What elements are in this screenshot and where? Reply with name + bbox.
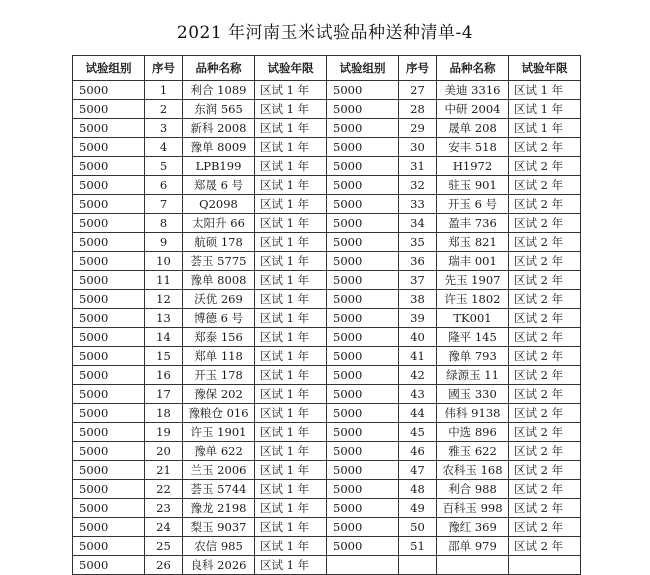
- table-row: [73, 461, 581, 480]
- cell-seq: 4: [145, 138, 183, 157]
- cell-group: 5000: [73, 271, 145, 290]
- table-row: [73, 176, 581, 195]
- table-row: [73, 347, 581, 366]
- cell-seq: 3: [145, 119, 183, 138]
- cell-variety: 开玉 6 号: [437, 195, 509, 214]
- cell-group: 5000: [327, 252, 399, 271]
- header-seq: 序号: [399, 56, 437, 81]
- cell-group: 5000: [73, 442, 145, 461]
- cell-variety: 中研 2004: [437, 100, 509, 119]
- cell-stage: 区试 1 年: [255, 518, 327, 537]
- cell-seq: 26: [145, 556, 183, 575]
- cell-seq: 43: [399, 385, 437, 404]
- cell-seq: 8: [145, 214, 183, 233]
- cell-stage: 区试 2 年: [509, 290, 581, 309]
- cell-stage: 区试 1 年: [255, 100, 327, 119]
- cell-variety: 沃优 269: [183, 290, 255, 309]
- cell-group: 5000: [327, 290, 399, 309]
- cell-stage: 区试 2 年: [509, 328, 581, 347]
- cell-stage: 区试 1 年: [255, 233, 327, 252]
- cell-variety: 豫龙 2198: [183, 499, 255, 518]
- cell-seq: 39: [399, 309, 437, 328]
- cell-stage: 区试 2 年: [509, 233, 581, 252]
- cell-seq: 47: [399, 461, 437, 480]
- cell-variety: 伟科 9138: [437, 404, 509, 423]
- cell-stage: 区试 1 年: [255, 214, 327, 233]
- cell-variety: TK001: [437, 309, 509, 328]
- cell-seq: 22: [145, 480, 183, 499]
- cell-variety: 许玉 1901: [183, 423, 255, 442]
- cell-variety: 利合 988: [437, 480, 509, 499]
- cell-seq: 13: [145, 309, 183, 328]
- cell-variety: 豫单 8009: [183, 138, 255, 157]
- cell-stage: 区试 1 年: [255, 138, 327, 157]
- table-row: [73, 537, 581, 556]
- table-row: [73, 138, 581, 157]
- cell-variety: 美迪 3316: [437, 81, 509, 100]
- cell-variety: 许玉 1802: [437, 290, 509, 309]
- cell-seq: 36: [399, 252, 437, 271]
- cell-stage: 区试 2 年: [509, 499, 581, 518]
- cell-variety: 豫粮仓 016: [183, 404, 255, 423]
- cell-stage: 区试 1 年: [255, 290, 327, 309]
- cell-group: 5000: [327, 461, 399, 480]
- cell-stage: 区试 1 年: [255, 499, 327, 518]
- cell-seq: 34: [399, 214, 437, 233]
- cell-seq: 42: [399, 366, 437, 385]
- cell-group: 5000: [73, 252, 145, 271]
- cell-group: 5000: [73, 309, 145, 328]
- cell-variety: 瑞丰 001: [437, 252, 509, 271]
- table-row: [73, 423, 581, 442]
- cell-seq: 35: [399, 233, 437, 252]
- cell-stage: 区试 1 年: [255, 252, 327, 271]
- table-row: [73, 195, 581, 214]
- cell-stage: 区试 2 年: [509, 252, 581, 271]
- cell-group: 5000: [327, 157, 399, 176]
- cell-seq: 24: [145, 518, 183, 537]
- cell-group: 5000: [73, 100, 145, 119]
- cell-group: 5000: [327, 309, 399, 328]
- cell-stage: 区试 2 年: [509, 157, 581, 176]
- cell-stage: 区试 2 年: [509, 347, 581, 366]
- cell-group: 5000: [327, 480, 399, 499]
- cell-seq: 18: [145, 404, 183, 423]
- cell-group: 5000: [73, 233, 145, 252]
- cell-seq: 12: [145, 290, 183, 309]
- document-title: 2021 年河南玉米试验品种送种清单-4: [176, 23, 474, 43]
- table-row: [73, 252, 581, 271]
- cell-group: 5000: [327, 119, 399, 138]
- cell-seq: 11: [145, 271, 183, 290]
- cell-stage: 区试 1 年: [255, 195, 327, 214]
- cell-stage: 区试 2 年: [509, 480, 581, 499]
- table-row: [73, 385, 581, 404]
- cell-stage: 区试 1 年: [509, 119, 581, 138]
- cell-seq: 29: [399, 119, 437, 138]
- cell-variety: 农信 985: [183, 537, 255, 556]
- cell-group: 5000: [327, 518, 399, 537]
- cell-group: 5000: [327, 214, 399, 233]
- cell-seq: 46: [399, 442, 437, 461]
- table-row: [73, 233, 581, 252]
- cell-seq: 31: [399, 157, 437, 176]
- cell-seq: 27: [399, 81, 437, 100]
- cell-group: 5000: [327, 176, 399, 195]
- cell-seq: 45: [399, 423, 437, 442]
- table-row: [73, 309, 581, 328]
- cell-group: 5000: [73, 290, 145, 309]
- table-row: [73, 100, 581, 119]
- cell-group: 5000: [73, 347, 145, 366]
- cell-seq: 2: [145, 100, 183, 119]
- cell-seq: 32: [399, 176, 437, 195]
- cell-stage: 区试 1 年: [255, 480, 327, 499]
- cell-group: 5000: [327, 385, 399, 404]
- cell-variety: 绿源玉 11: [437, 366, 509, 385]
- cell-group: 5000: [327, 100, 399, 119]
- cell-variety: 豫红 369: [437, 518, 509, 537]
- cell-group: 5000: [73, 480, 145, 499]
- cell-seq: 40: [399, 328, 437, 347]
- cell-variety: 盈丰 736: [437, 214, 509, 233]
- cell-group: 5000: [73, 328, 145, 347]
- cell-stage: 区试 2 年: [509, 366, 581, 385]
- cell-group: 5000: [327, 404, 399, 423]
- table-row: [73, 214, 581, 233]
- cell-variety: 雅玉 622: [437, 442, 509, 461]
- cell-variety: 安丰 518: [437, 138, 509, 157]
- cell-variety: 郑晟 6 号: [183, 176, 255, 195]
- cell-stage: 区试 2 年: [509, 271, 581, 290]
- cell-seq: 9: [145, 233, 183, 252]
- cell-variety: 豫单 793: [437, 347, 509, 366]
- cell-group: 5000: [73, 518, 145, 537]
- cell-stage: 区试 2 年: [509, 195, 581, 214]
- cell-seq: 33: [399, 195, 437, 214]
- cell-seq: 20: [145, 442, 183, 461]
- cell-variety: Q2098: [183, 195, 255, 214]
- cell-stage: [509, 556, 581, 575]
- cell-stage: 区试 2 年: [509, 404, 581, 423]
- cell-group: 5000: [327, 537, 399, 556]
- cell-variety: LPB199: [183, 157, 255, 176]
- cell-stage: 区试 1 年: [255, 157, 327, 176]
- header-variety: 品种名称: [183, 56, 255, 81]
- cell-variety: 博德 6 号: [183, 309, 255, 328]
- cell-seq: 14: [145, 328, 183, 347]
- cell-variety: 中选 896: [437, 423, 509, 442]
- table-row: [73, 480, 581, 499]
- cell-stage: 区试 1 年: [255, 309, 327, 328]
- cell-stage: 区试 2 年: [509, 442, 581, 461]
- cell-variety: 邵单 979: [437, 537, 509, 556]
- cell-group: 5000: [73, 138, 145, 157]
- cell-stage: 区试 2 年: [509, 518, 581, 537]
- cell-stage: 区试 2 年: [509, 214, 581, 233]
- cell-stage: 区试 1 年: [255, 328, 327, 347]
- cell-seq: 5: [145, 157, 183, 176]
- cell-group: 5000: [327, 366, 399, 385]
- cell-seq: 1: [145, 81, 183, 100]
- cell-stage: 区试 2 年: [509, 423, 581, 442]
- table-header-row: [73, 56, 581, 81]
- cell-group: 5000: [73, 366, 145, 385]
- cell-stage: 区试 2 年: [509, 309, 581, 328]
- cell-stage: 区试 1 年: [255, 271, 327, 290]
- cell-stage: 区试 1 年: [255, 423, 327, 442]
- cell-stage: 区试 2 年: [509, 176, 581, 195]
- cell-variety: 郑单 118: [183, 347, 255, 366]
- cell-seq: 19: [145, 423, 183, 442]
- cell-variety: 豫单 622: [183, 442, 255, 461]
- cell-seq: 41: [399, 347, 437, 366]
- cell-seq: 7: [145, 195, 183, 214]
- cell-seq: 21: [145, 461, 183, 480]
- cell-stage: 区试 1 年: [255, 176, 327, 195]
- cell-group: 5000: [327, 233, 399, 252]
- header-seq: 序号: [145, 56, 183, 81]
- cell-seq: 49: [399, 499, 437, 518]
- cell-stage: 区试 1 年: [255, 119, 327, 138]
- cell-variety: H1972: [437, 157, 509, 176]
- cell-stage: 区试 1 年: [255, 556, 327, 575]
- cell-variety: 驻玉 901: [437, 176, 509, 195]
- cell-variety: 豫单 8008: [183, 271, 255, 290]
- cell-group: 5000: [73, 195, 145, 214]
- cell-variety: 兰玉 2006: [183, 461, 255, 480]
- cell-variety: 太阳升 66: [183, 214, 255, 233]
- table-row: [73, 442, 581, 461]
- cell-stage: 区试 1 年: [509, 81, 581, 100]
- cell-stage: 区试 1 年: [509, 100, 581, 119]
- cell-group: 5000: [327, 195, 399, 214]
- cell-variety: 荟玉 5744: [183, 480, 255, 499]
- cell-seq: 44: [399, 404, 437, 423]
- cell-variety: 农科玉 168: [437, 461, 509, 480]
- cell-seq: 23: [145, 499, 183, 518]
- cell-variety: 郑泰 156: [183, 328, 255, 347]
- cell-variety: 荟玉 5775: [183, 252, 255, 271]
- cell-group: 5000: [327, 347, 399, 366]
- cell-seq: 17: [145, 385, 183, 404]
- cell-group: 5000: [73, 157, 145, 176]
- cell-group: 5000: [73, 499, 145, 518]
- cell-seq: 38: [399, 290, 437, 309]
- cell-group: 5000: [73, 423, 145, 442]
- seed-list-table: [72, 55, 581, 575]
- table-row: [73, 271, 581, 290]
- cell-variety: 新科 2008: [183, 119, 255, 138]
- cell-variety: 航硕 178: [183, 233, 255, 252]
- cell-variety: 豫保 202: [183, 385, 255, 404]
- cell-stage: 区试 1 年: [255, 347, 327, 366]
- cell-group: 5000: [73, 214, 145, 233]
- cell-stage: 区试 1 年: [255, 442, 327, 461]
- cell-group: 5000: [327, 138, 399, 157]
- cell-seq: 10: [145, 252, 183, 271]
- cell-group: 5000: [73, 81, 145, 100]
- cell-group: 5000: [73, 176, 145, 195]
- cell-variety: 东润 565: [183, 100, 255, 119]
- cell-seq: 51: [399, 537, 437, 556]
- cell-seq: 15: [145, 347, 183, 366]
- cell-group: 5000: [327, 499, 399, 518]
- cell-group: 5000: [327, 442, 399, 461]
- cell-variety: 國玉 330: [437, 385, 509, 404]
- cell-group: 5000: [73, 385, 145, 404]
- cell-group: 5000: [327, 328, 399, 347]
- cell-stage: 区试 2 年: [509, 537, 581, 556]
- cell-stage: 区试 1 年: [255, 385, 327, 404]
- cell-variety: 百科玉 998: [437, 499, 509, 518]
- cell-group: 5000: [73, 461, 145, 480]
- table-body: [73, 81, 581, 575]
- header-stage: 试验年限: [509, 56, 581, 81]
- table-row: [73, 518, 581, 537]
- cell-seq: 30: [399, 138, 437, 157]
- table-row: [73, 499, 581, 518]
- cell-seq: 6: [145, 176, 183, 195]
- cell-stage: 区试 1 年: [255, 81, 327, 100]
- cell-variety: 良科 2026: [183, 556, 255, 575]
- cell-variety: 晟单 208: [437, 119, 509, 138]
- cell-variety: 利合 1089: [183, 81, 255, 100]
- header-group: 试验组别: [73, 56, 145, 81]
- cell-group: 5000: [73, 404, 145, 423]
- cell-seq: 25: [145, 537, 183, 556]
- table-row: [73, 81, 581, 100]
- cell-variety: 梨玉 9037: [183, 518, 255, 537]
- cell-seq: [399, 556, 437, 575]
- cell-variety: 郑玉 821: [437, 233, 509, 252]
- cell-seq: 37: [399, 271, 437, 290]
- cell-stage: 区试 2 年: [509, 461, 581, 480]
- table-row: [73, 119, 581, 138]
- cell-seq: 16: [145, 366, 183, 385]
- cell-group: 5000: [327, 423, 399, 442]
- cell-stage: 区试 2 年: [509, 385, 581, 404]
- table-row: [73, 366, 581, 385]
- cell-stage: 区试 1 年: [255, 366, 327, 385]
- cell-group: [327, 556, 399, 575]
- cell-group: 5000: [73, 119, 145, 138]
- cell-seq: 50: [399, 518, 437, 537]
- cell-stage: 区试 2 年: [509, 138, 581, 157]
- cell-stage: 区试 1 年: [255, 461, 327, 480]
- table-row: [73, 556, 581, 575]
- cell-variety: 隆平 145: [437, 328, 509, 347]
- cell-variety: [437, 556, 509, 575]
- header-stage: 试验年限: [255, 56, 327, 81]
- cell-variety: 先玉 1907: [437, 271, 509, 290]
- table-row: [73, 404, 581, 423]
- cell-seq: 28: [399, 100, 437, 119]
- table-row: [73, 290, 581, 309]
- cell-variety: 开玉 178: [183, 366, 255, 385]
- header-group: 试验组别: [327, 56, 399, 81]
- cell-group: 5000: [327, 81, 399, 100]
- header-variety: 品种名称: [437, 56, 509, 81]
- cell-seq: 48: [399, 480, 437, 499]
- cell-stage: 区试 1 年: [255, 404, 327, 423]
- table-row: [73, 328, 581, 347]
- cell-group: 5000: [327, 271, 399, 290]
- table-row: [73, 157, 581, 176]
- cell-group: 5000: [73, 537, 145, 556]
- cell-group: 5000: [73, 556, 145, 575]
- cell-stage: 区试 1 年: [255, 537, 327, 556]
